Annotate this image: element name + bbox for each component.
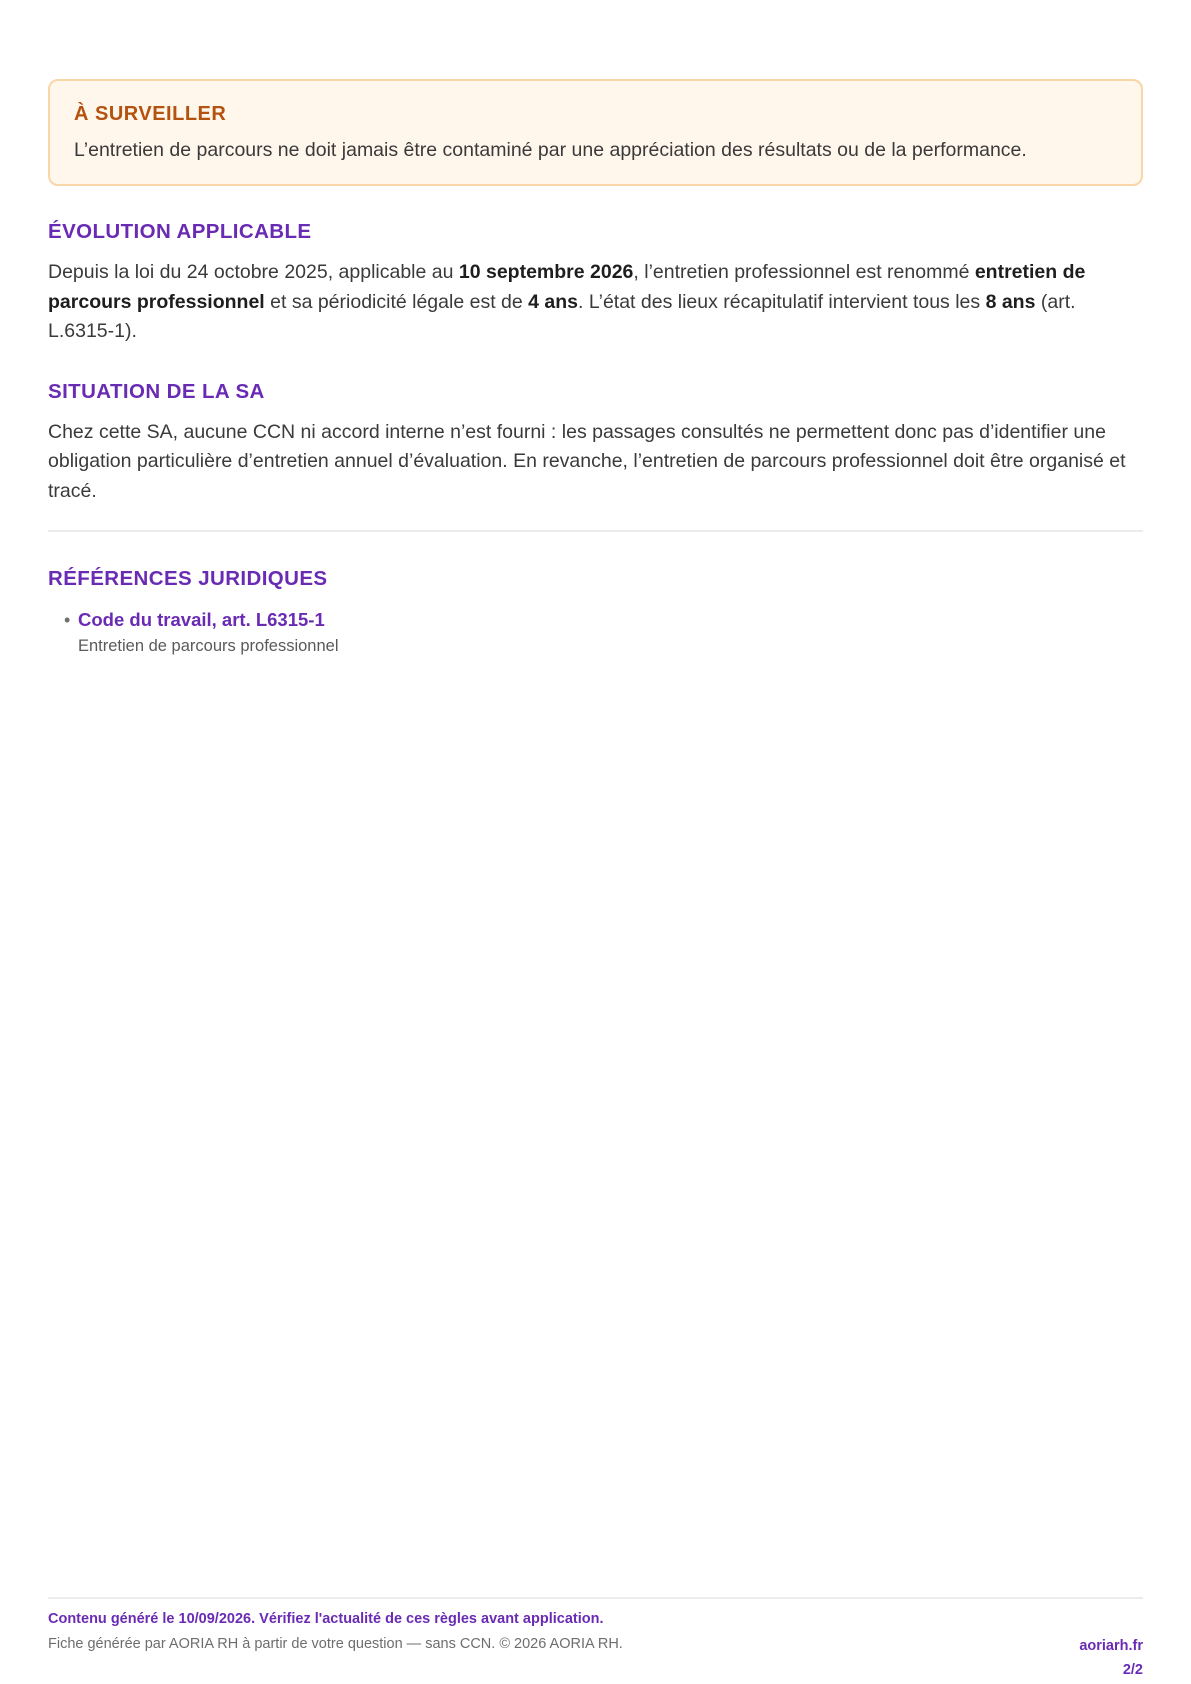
section-title-situation: SITUATION DE LA SA xyxy=(48,379,265,403)
evolution-periodicity: 4 ans xyxy=(528,290,579,313)
section-title-references: RÉFÉRENCES JURIDIQUES xyxy=(48,567,328,590)
reference-description: Entretien de parcours professionnel xyxy=(78,637,339,655)
situation-paragraph: Chez cette SA, aucune CCN ni accord interne n’est fourni : les passages consultés ne permettent donc pas d’identifier une obligation particulière d’entretien annuel d’évaluation. En revanche, l’entretien de parcours professionnel doit être organisé et tracé. xyxy=(48,420,1126,502)
evolution-new-name: entretien de parcours professionnel xyxy=(48,261,1086,313)
page-footer xyxy=(48,1597,1143,1682)
evolution-text-4: . L’état des lieux récapitulatif intervient tous les xyxy=(578,290,986,313)
footer-notice: Contenu généré le 10/09/2026. Vérifiez l'actualité de ces règles avant application. xyxy=(48,1611,604,1627)
reference-list xyxy=(48,608,1143,657)
evolution-text-2: , l’entretien professionnel est renommé xyxy=(633,261,975,283)
footer-credit: Fiche générée par AORIA RH à partir de votre question — sans CCN. © 2026 AORIA RH. xyxy=(48,1636,623,1652)
footer-site-link[interactable]: aoriarh.fr xyxy=(1079,1638,1143,1654)
evolution-text-3: et sa périodicité légale est de xyxy=(264,290,529,313)
bullet-icon: • xyxy=(64,610,71,630)
evolution-paragraph xyxy=(48,258,1143,347)
footer-row xyxy=(48,1634,1143,1682)
evolution-date: 10 septembre 2026 xyxy=(458,261,634,283)
evolution-text-5: (art. L.6315-1). xyxy=(48,290,1076,342)
reference-item xyxy=(64,608,1143,657)
warning-text: L’entretien de parcours ne doit jamais être contaminé par une appréciation des résultats ou de la performance. xyxy=(74,139,1027,161)
warning-title: À SURVEILLER xyxy=(74,103,227,125)
page-number: 2/2 xyxy=(1122,1662,1143,1678)
evolution-recap-period: 8 ans xyxy=(985,290,1036,313)
footer-right xyxy=(1079,1634,1143,1682)
reference-link[interactable]: Code du travail, art. L6315-1 xyxy=(78,609,325,630)
evolution-text-1: Depuis la loi du 24 octobre 2025, applicable au xyxy=(48,261,459,283)
section-divider xyxy=(48,530,1143,532)
page-content xyxy=(48,79,1143,657)
section-title-evolution: ÉVOLUTION APPLICABLE xyxy=(48,220,312,243)
warning-callout xyxy=(48,79,1143,186)
